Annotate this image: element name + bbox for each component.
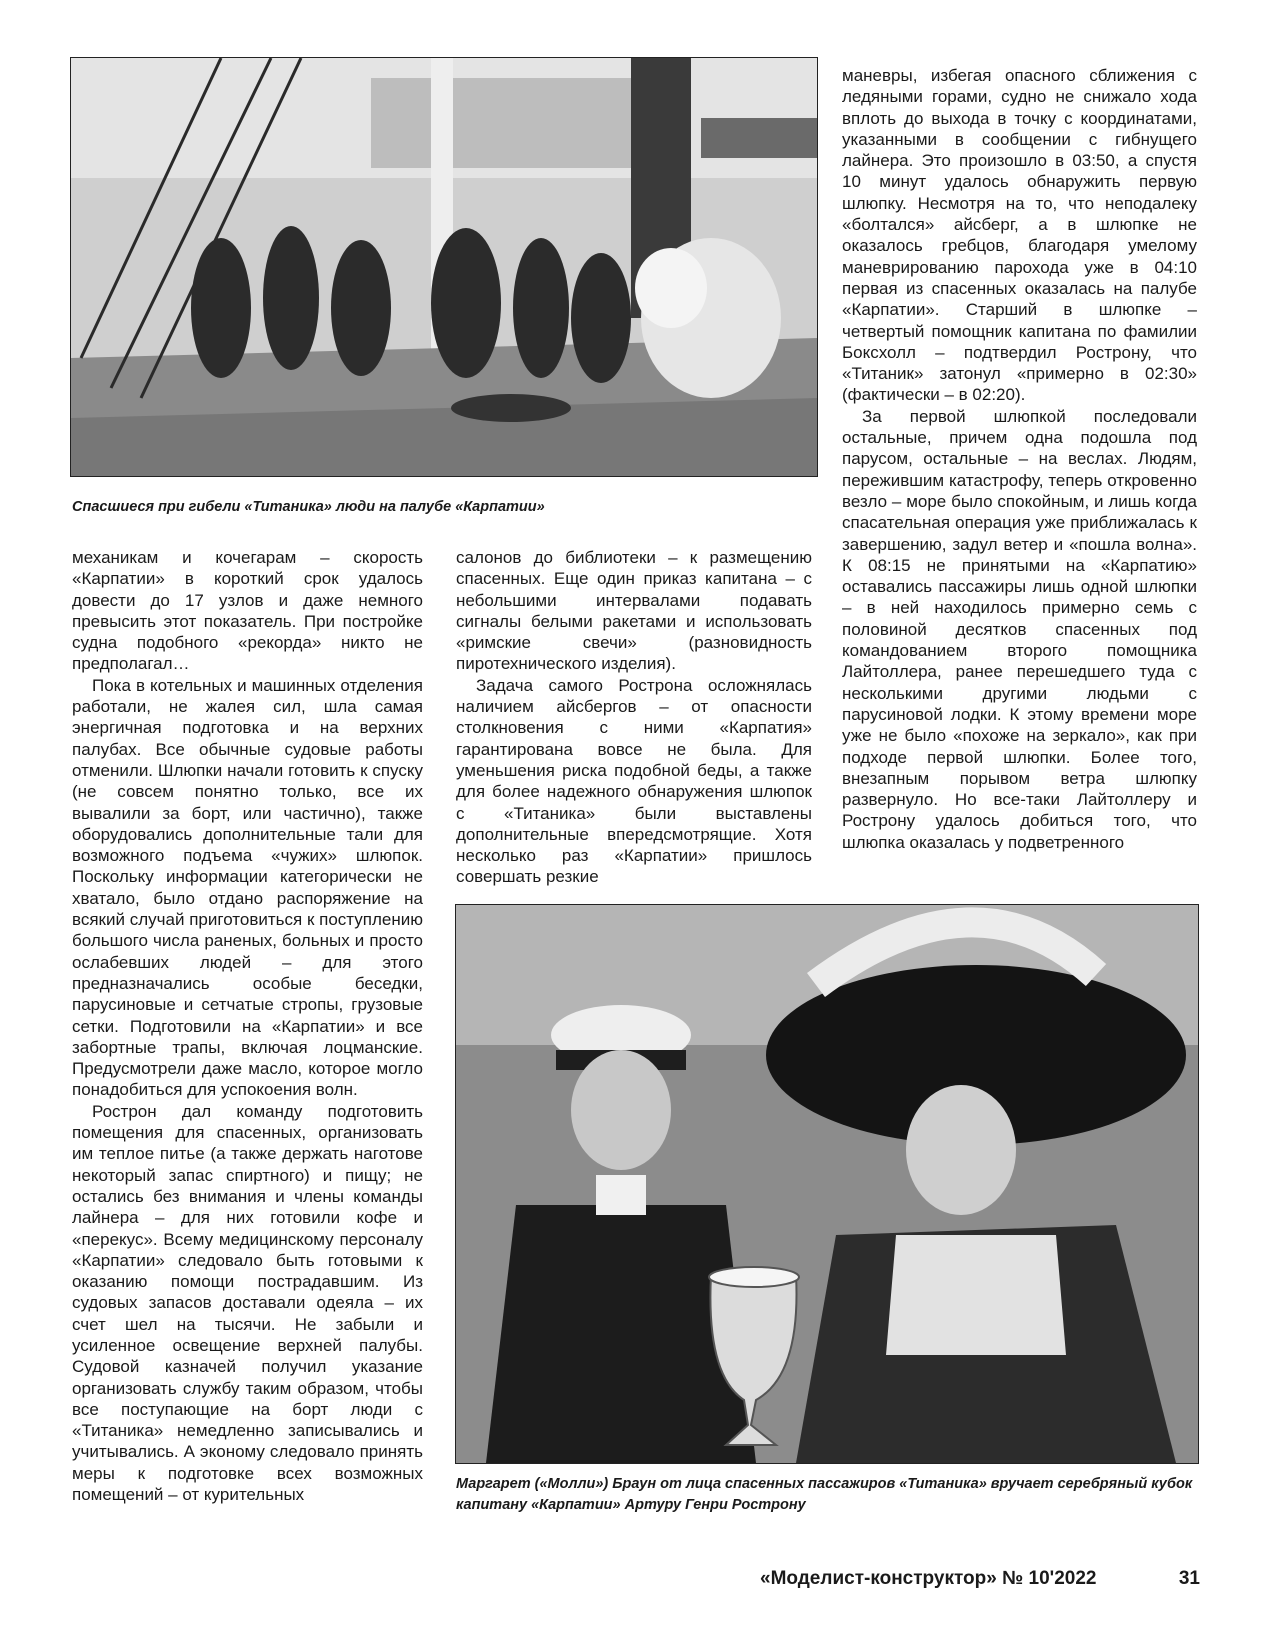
column-3 xyxy=(842,65,1197,893)
col1-paragraph-1: механикам и кочегарам – скорость «Карпатии» в короткий срок удалось довести до 17 узлов и даже немного превысить этот показатель. При постройке судна подобного «рекорда» никто не предполагал… xyxy=(72,548,423,674)
col1-paragraph-3: Ростpон дал команду подготовить помещения для спасенных, организовать им теплое питье (а также держать наготове некоторый запас спиртного) и пищу; не остались без внимания и члены команды лайнера – для них готовили кофе и «перекус». Всему медицинскому персоналу «Карпатии» следовало быть готовыми к оказанию помощи пострадавшим. Из судовых запасов доставали одеяла – их счет шел на тысячи. Не забыли и усиленное освещение верхней палубы. Судовой казначей получил указание организовать службу таким образом, чтобы все поступающие на борт люди с «Титаника» немедленно записывались и учитывались. А эконому следовало принять меры к подготовке всех возможных помещений – от курительных xyxy=(72,1101,423,1505)
deck-photo-caption: Спасшиеся при гибели «Титаника» люди на палубе «Карпатии» xyxy=(72,499,545,515)
col2-paragraph-2: Задача самого Рострона осложнялась наличием айсбергов – от опасности столкновения с ними «Карпатия» гарантирована вовсе не была. Для уменьшения риска подобной беды, а также для более надежного обнаружения шлюпок с «Титаника» были выставлены дополнительные впередсмотрящие. Хотя несколько раз «Карпатии» пришлось совершать резкие xyxy=(456,675,812,887)
trophy-photo-illustration xyxy=(456,905,1198,1463)
deck-photo xyxy=(70,57,818,477)
column-2 xyxy=(456,547,812,891)
col1-paragraph-2: Пока в котельных и машинных отделения работали, не жалея сил, шла самая энергичная подготовка и на верхних палубах. Все обычные судовые работы отменили. Шлюпки начали готовить к спуску (не совсем понятно только, все их вывалили за борт, или частично), также оборудовались дополнительные тали для возможного подъема «чужих» шлюпок. Поскольку информации категорически не хватало, было отдано распоряжение на всякий случай приготовиться к поступлению большого числа раненых, больных и просто ослабевших людей – для этого предназначались особые беседки, парусиновые и сетчатые стропы, грузовые сетки. Подготовили на «Карпатии» и все забортные трапы, включая лоцманские. Предусмотрели даже масло, которое могло понадобиться для успокоения волн. xyxy=(72,675,423,1100)
deck-photo-illustration xyxy=(71,58,817,476)
page-number: 31 xyxy=(1178,1568,1200,1589)
magazine-issue: «Моделист-конструктор» № 10'2022 xyxy=(760,1568,1097,1589)
trophy-photo xyxy=(455,904,1199,1464)
column-1 xyxy=(72,547,423,1547)
col3-paragraph-2: За первой шлюпкой последовали остальные, причем одна подошла под парусом, остальные – на веслах. Людям, пережившим катастрофу, теперь откровенно везло – море было спокойным, и лишь когда спасательная операция уже приближалась к завершению, задул ветер и «пошла волна». К 08:15 не принятыми на «Карпатию» оставались пассажиры лишь одной шлюпки – в ней находилось примерно семь с половиной десятков спасенных под командованием второго помощника Лайтоллера, ранее перешедшего туда с несколькими другими людьми с парусиновой лодки. К этому времени море уже не было «похоже на зеркало», как при подходе первой шлюпки. Более того, внезапным порывом ветра шлюпку развернуло. Но все-таки Лайтоллеру и Рострону удалось добиться того, что шлюпка оказалась у подветренного xyxy=(842,406,1197,852)
col3-paragraph-1: маневры, избегая опасного сближения с ледяными горами, судно не снижало хода вплоть до выхода в точку с координатами, указанными в сообщении с гибнущего лайнера. Это произошло в 03:50, а спустя 10 минут удалось обнаружить первую шлюпку. Несмотря на то, что неподалеку «болтался» айсберг, а в шлюпке не оказалось гребцов, благодаря умелому маневрированию парохода уже в 04:10 первая из спасенных оказалась на палубе «Карпатии». Старший в шлюпке – четвертый помощник капитана по фамилии Боксхолл – подтвердил Рострону, что «Титаник» затонул «примерно в 02:30» (фактически – в 02:20). xyxy=(842,66,1197,405)
page-footer xyxy=(760,1568,1200,1590)
trophy-photo-caption: Маргарет («Молли») Браун от лица спасенных пассажиров «Титаника» вручает серебряный кубок капитану «Карпатии» Артуру Генри Рострону xyxy=(456,1476,1193,1513)
col2-paragraph-1: салонов до библиотеки – к размещению спасенных. Еще один приказ капитана – с небольшими интервалами подавать сигналы белыми ракетами и использовать «римские свечи» (разновидность пиротехнического изделия). xyxy=(456,548,812,674)
